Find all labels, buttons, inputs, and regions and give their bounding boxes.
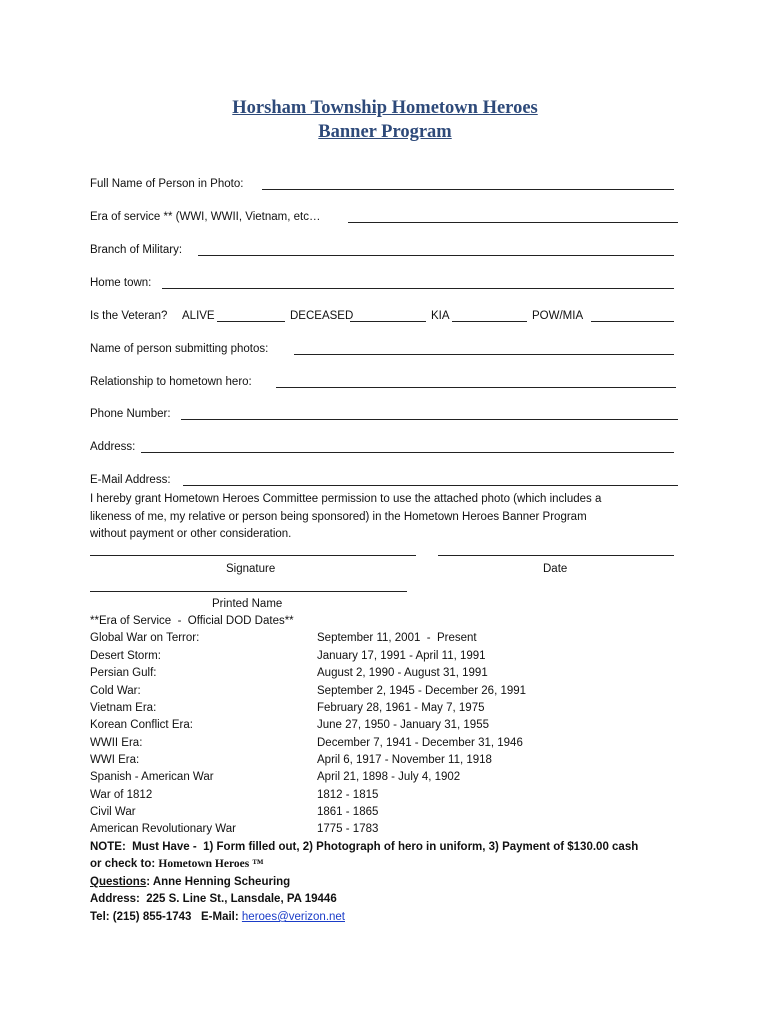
era-name: WWI Era: [90,754,140,766]
email-link[interactable]: heroes@verizon.net [241,911,345,923]
era-dates: August 2, 1990 - August 31, 1991 [317,667,488,679]
era-dates: June 27, 1950 - January 31, 1955 [317,719,489,731]
era-dates: February 28, 1961 - May 7, 1975 [317,702,485,714]
era-name: Cold War: [90,685,141,697]
submitter-label: Name of person submitting photos: [90,343,269,355]
permission-line-1: I hereby grant Hometown Heroes Committee permission to use the attached photo (which includes a [90,493,602,505]
note-line-1: NOTE: Must Have - 1) Form filled out, 2) Photograph of hero in uniform, 3) Payment of $130.00 cash [90,841,639,853]
email-field[interactable] [183,485,678,486]
era-name: Vietnam Era: [90,702,157,714]
signature-label: Signature [226,563,276,575]
date-label: Date [543,563,568,575]
status-alive-field[interactable] [217,321,285,322]
address-label: Address: [90,441,136,453]
era-dates: April 21, 1898 - July 4, 1902 [317,771,461,783]
era-name: Korean Conflict Era: [90,719,193,731]
era-name: Global War on Terror: [90,632,200,644]
questions-contact: : Anne Henning Scheuring [146,876,291,888]
relationship-label: Relationship to hometown hero: [90,376,252,388]
contact-address: Address: 225 S. Line St., Lansdale, PA 19446 [90,893,337,905]
signature-field[interactable] [90,555,416,556]
questions-label: Questions [90,876,147,888]
printed-name-field[interactable] [90,591,407,592]
era-name: Desert Storm: [90,650,161,662]
note-payee-prefix: or check to: [90,858,159,870]
home-town-label: Home town: [90,277,152,289]
status-kia-label: KIA [431,310,450,322]
submitter-field[interactable] [294,354,674,355]
status-alive-label: ALIVE [182,310,215,322]
era-dates: September 11, 2001 - Present [317,632,477,644]
page-subtitle: Banner Program [318,122,452,142]
era-name: WWII Era: [90,737,143,749]
era-dates: January 17, 1991 - April 11, 1991 [317,650,486,662]
era-dates: December 7, 1941 - December 31, 1946 [317,737,523,749]
era-dates: 1775 - 1783 [317,823,379,835]
address-field[interactable] [141,452,674,453]
status-deceased-field[interactable] [350,321,426,322]
era-name: American Revolutionary War [90,823,236,835]
status-powmia-field[interactable] [591,321,674,322]
era-name: Spanish - American War [90,771,214,783]
phone-label: Phone Number: [90,408,171,420]
printed-name-label: Printed Name [212,598,283,610]
status-kia-field[interactable] [452,321,527,322]
contact-tel: Tel: (215) 855-1743 E-Mail: [90,911,242,923]
date-field[interactable] [438,555,674,556]
status-deceased-label: DECEASED [290,310,354,322]
branch-label: Branch of Military: [90,244,183,256]
note-line-2 [90,856,264,872]
questions-line [90,874,290,890]
note-payee-name: Hometown Heroes ™ [158,858,264,870]
veteran-status-label: Is the Veteran? [90,310,168,322]
era-table-heading: **Era of Service - Official DOD Dates** [90,615,294,627]
era-name: Civil War [90,806,136,818]
status-powmia-label: POW/MIA [532,310,584,322]
permission-line-2: likeness of me, my relative or person being sponsored) in the Hometown Heroes Banner Program [90,511,587,523]
era-name: Persian Gulf: [90,667,157,679]
era-of-service-field[interactable] [348,222,678,223]
era-dates: September 2, 1945 - December 26, 1991 [317,685,527,697]
page-title: Horsham Township Hometown Heroes [232,98,538,118]
era-dates: 1812 - 1815 [317,789,379,801]
email-label: E-Mail Address: [90,474,171,486]
permission-line-3: without payment or other consideration. [90,528,292,540]
home-town-field[interactable] [162,288,674,289]
branch-field[interactable] [198,255,674,256]
era-dates: April 6, 1917 - November 11, 1918 [317,754,492,766]
contact-tel-line [90,909,345,925]
full-name-field[interactable] [262,189,674,190]
era-of-service-label: Era of service ** (WWI, WWII, Vietnam, etc… [90,211,321,223]
relationship-field[interactable] [276,387,676,388]
phone-field[interactable] [181,419,678,420]
era-dates: 1861 - 1865 [317,806,379,818]
full-name-label: Full Name of Person in Photo: [90,178,244,190]
era-name: War of 1812 [90,789,153,801]
